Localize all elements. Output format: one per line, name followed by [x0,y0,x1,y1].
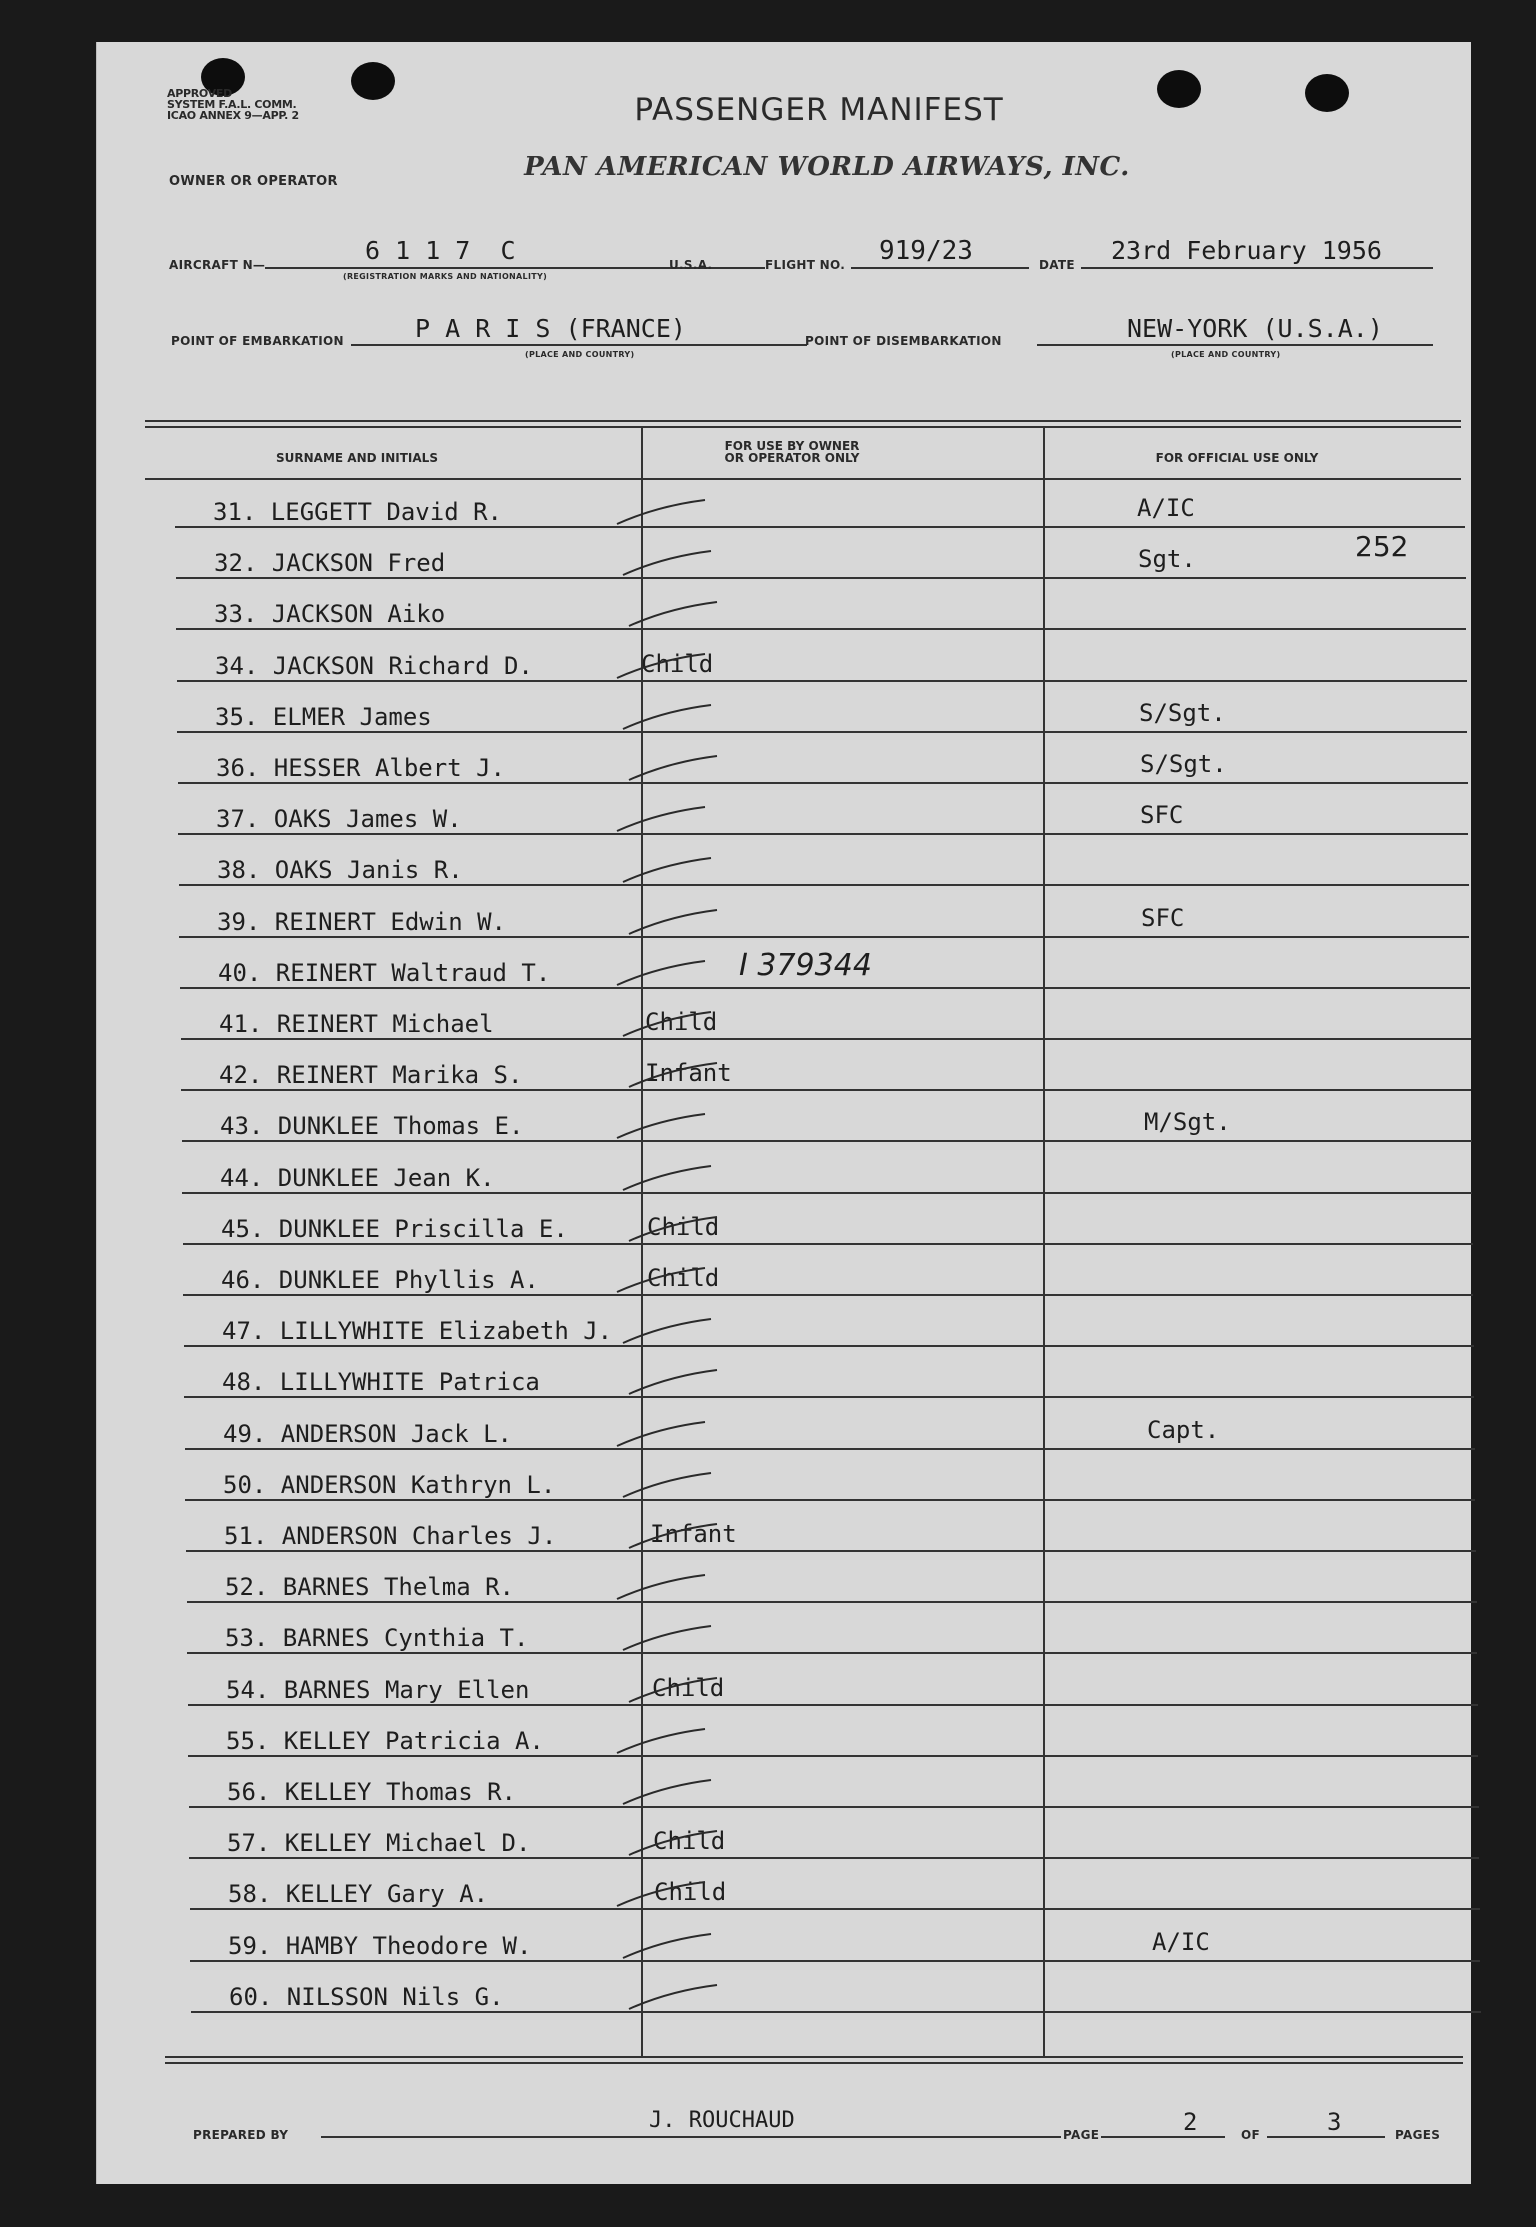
handwritten-number: I 379344 [739,948,872,983]
disembarkation-caption: (PLACE AND COUNTRY) [1171,350,1281,359]
owner-use-column-header: FOR USE BY OWNER OR OPERATOR ONLY [724,439,860,465]
check-mark [617,961,705,985]
surname-column-header: SURNAME AND INITIALS [276,451,438,465]
check-mark [617,500,705,524]
passenger-name: 54. BARNES Mary Ellen [226,1676,530,1704]
passenger-note: Child [641,650,714,678]
passenger-name: 38. OAKS Janis R. [217,856,463,884]
check-mark [623,1780,711,1804]
check-mark [623,705,711,729]
passenger-name: 59. HAMBY Theodore W. [228,1932,532,1960]
passenger-rank: M/Sgt. [1144,1108,1231,1136]
check-mark [629,602,717,626]
passenger-rank: A/IC [1137,494,1195,522]
disembarkation-place: NEW-YORK (U.S.A.) [1127,314,1383,343]
passenger-name: 39. REINERT Edwin W. [217,908,506,936]
passenger-note: Child [652,1674,725,1702]
official-use-column-header: FOR OFFICIAL USE ONLY [1155,451,1319,465]
check-mark [617,1114,705,1138]
check-mark [617,807,705,831]
passenger-name: 33. JACKSON Aiko [214,600,446,628]
check-mark [623,1012,711,1036]
passenger-rank: SFC [1140,801,1184,829]
check-mark [623,551,711,575]
passenger-note: Infant [645,1059,732,1087]
check-mark [629,1831,717,1855]
check-mark [629,910,717,934]
check-mark [629,1063,717,1087]
check-mark [629,1217,717,1241]
check-mark [623,1934,711,1958]
airline-name: PAN AMERICAN WORLD AIRWAYS, INC. [524,152,1130,182]
flight-number: 919/23 [879,236,973,266]
passenger-name: 40. REINERT Waltraud T. [218,959,551,987]
prepared-label: PREPARED BY [193,2128,289,2142]
table-bottom-rule [165,2062,1463,2064]
total-underline [1267,2136,1385,2138]
passenger-name: 55. KELLEY Patricia A. [226,1727,544,1755]
page-label: PAGE [1063,2128,1100,2142]
passenger-name: 41. REINERT Michael [219,1010,494,1038]
checkmarks-layer [97,42,1471,2184]
passenger-name: 47. LILLYWHITE Elizabeth J. [222,1317,613,1345]
manifest-sheet [96,42,1471,2184]
date-label: DATE [1039,258,1075,272]
passenger-name: 49. ANDERSON Jack L. [223,1420,512,1448]
passenger-rank: Sgt. [1138,545,1196,573]
official-number: 252 [1355,530,1409,563]
check-mark [617,1729,705,1753]
embarkation-label: POINT OF EMBARKATION [171,334,344,348]
passenger-note: Child [654,1878,727,1906]
flight-date: 23rd February 1956 [1111,236,1382,265]
passenger-name: 57. KELLEY Michael D. [227,1829,531,1857]
check-mark [617,1268,705,1292]
check-mark [617,1422,705,1446]
table-bottom-rule [165,2056,1463,2058]
check-mark [623,1166,711,1190]
check-mark [623,858,711,882]
passenger-name: 52. BARNES Thelma R. [225,1573,514,1601]
check-mark [629,1370,717,1394]
prepared-underline [321,2136,1061,2138]
aircraft-number: 6 1 1 7 C [365,236,516,265]
check-mark [623,1626,711,1650]
check-mark [629,756,717,780]
check-mark [617,1575,705,1599]
prepared-by: J. ROUCHAUD [649,2108,795,2133]
passenger-note: Child [645,1008,718,1036]
passenger-rank: A/IC [1152,1928,1210,1956]
total-pages: 3 [1327,2108,1342,2136]
page-number: 2 [1183,2108,1198,2136]
passenger-name: 44. DUNKLEE Jean K. [220,1164,495,1192]
passenger-note: Child [653,1827,726,1855]
passenger-name: 48. LILLYWHITE Patrica [222,1368,540,1396]
usa-label: U.S.A. [669,258,713,272]
passenger-rank: Capt. [1147,1416,1220,1444]
passenger-name: 46. DUNKLEE Phyllis A. [221,1266,539,1294]
passenger-name: 45. DUNKLEE Priscilla E. [221,1215,568,1243]
of-label: OF [1241,2128,1260,2142]
passenger-name: 53. BARNES Cynthia T. [225,1624,529,1652]
passenger-name: 35. ELMER James [215,703,432,731]
check-mark [617,654,705,678]
passenger-name: 42. REINERT Marika S. [219,1061,523,1089]
passenger-name: 51. ANDERSON Charles J. [224,1522,557,1550]
check-mark [629,1985,717,2009]
check-mark [617,1882,705,1906]
check-mark [629,1524,717,1548]
flight-label: FLIGHT NO. [765,258,846,272]
aircraft-label: AIRCRAFT N— [169,258,266,272]
embarkation-place: P A R I S (FRANCE) [415,314,686,343]
pages-label: PAGES [1395,2128,1441,2142]
passenger-note: Child [647,1213,720,1241]
passenger-name: 32. JACKSON Fred [214,549,446,577]
passenger-name: 36. HESSER Albert J. [216,754,505,782]
disembarkation-label: POINT OF DISEMBARKATION [805,334,1002,348]
passenger-name: 31. LEGGETT David R. [213,498,502,526]
approval-note: APPROVED SYSTEM F.A.L. COMM. ICAO ANNEX 9—APP. 2 [167,87,299,122]
passenger-name: 37. OAKS James W. [216,805,462,833]
passenger-rank: SFC [1141,904,1185,932]
passenger-name: 50. ANDERSON Kathryn L. [223,1471,556,1499]
passenger-name: 58. KELLEY Gary A. [228,1880,489,1908]
passenger-name: 34. JACKSON Richard D. [215,652,533,680]
check-mark [629,1678,717,1702]
embarkation-caption: (PLACE AND COUNTRY) [525,350,635,359]
passenger-rank: S/Sgt. [1140,750,1227,778]
passenger-name: 43. DUNKLEE Thomas E. [220,1112,524,1140]
passenger-note: Infant [650,1520,737,1548]
owner-label: OWNER OR OPERATOR [169,174,338,189]
passenger-name: 60. NILSSON Nils G. [229,1983,504,2011]
passenger-note: Child [647,1264,720,1292]
check-mark [623,1319,711,1343]
check-mark [623,1473,711,1497]
passenger-name: 56. KELLEY Thomas R. [227,1778,516,1806]
aircraft-caption: (REGISTRATION MARKS AND NATIONALITY) [343,272,548,281]
passenger-rank: S/Sgt. [1139,699,1226,727]
page-underline [1101,2136,1225,2138]
page-title: PASSENGER MANIFEST [634,92,1004,128]
